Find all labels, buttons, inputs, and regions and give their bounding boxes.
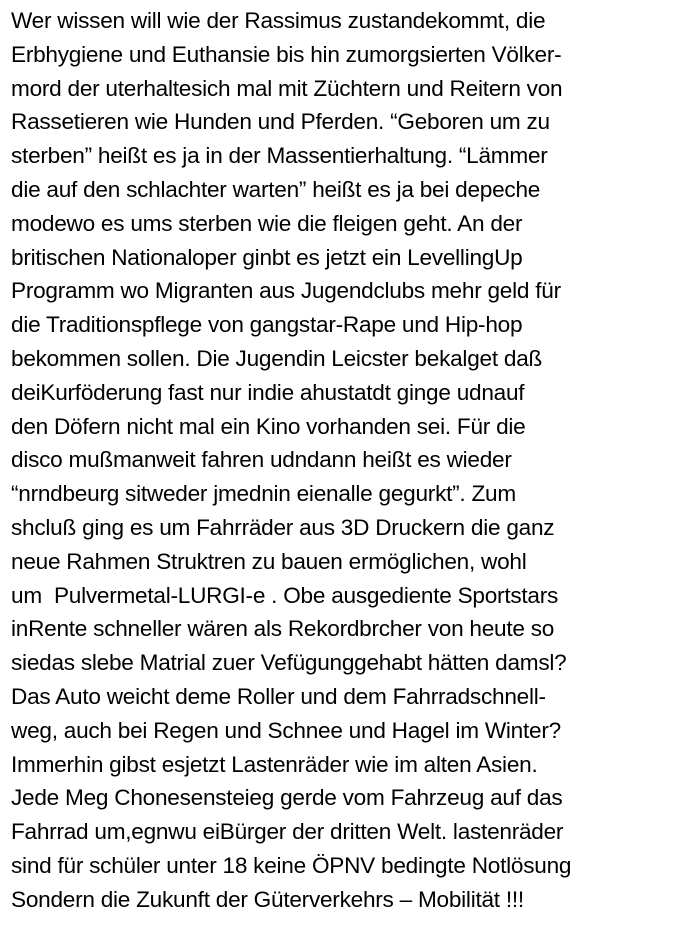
text-line-11: bekommen sollen. Die Jugendin Leicster bekalget daß: [11, 345, 543, 371]
text-line-1: Wer wissen will wie der Rassimus zustandekommt, die: [11, 8, 546, 33]
text-line-25: Fahrrad um,egnwu eiBürger der dritten Welt. lastenräder: [11, 819, 564, 845]
text-line-26: sind für schüler unter 18 keine ÖPNV bedingte Notlösung: [11, 852, 572, 878]
text-line-15: “nrndbeurg sitweder jmednin eienalle gegurkt”. Zum: [11, 481, 516, 507]
text-line-4: Rassetieren wie Hunden und Pferden. “Geboren um zu: [11, 109, 550, 135]
text-line-2: Erbhygiene und Euthansie bis hin zumorgsierten Völker-: [11, 41, 562, 67]
text-line-23: Immerhin gibst esjetzt Lastenräder wie im alten Asien.: [11, 751, 538, 777]
text-line-8: britischen Nationaloper ginbt es jetzt ein LevellingUp: [11, 244, 523, 270]
text-line-9: Programm wo Migranten aus Jugendclubs mehr geld für: [11, 278, 561, 304]
text-line-14: disco mußmanweit fahren udndann heißt es wieder: [11, 447, 512, 473]
body-text: [11, 4, 681, 917]
text-line-19: inRente schneller wären als Rekordbrcher von heute so: [11, 616, 555, 642]
text-line-20: siedas slebe Matrial zuer Vefügunggehabt hätten damsl?: [11, 650, 567, 676]
text-line-17: neue Rahmen Struktren zu bauen ermöglichen, wohl: [11, 548, 527, 574]
text-line-6: die auf den schlachter warten” heißt es ja bei depeche: [11, 176, 541, 202]
text-line-16: shcluß ging es um Fahrräder aus 3D Druckern die ganz: [11, 514, 555, 540]
text-line-21: Das Auto weicht deme Roller und dem Fahrradschnell-: [11, 683, 546, 709]
text-line-7: modewo es ums sterben wie die fleigen geht. An der: [11, 210, 523, 236]
text-line-27: Sondern die Zukunft der Güterverkehrs – Mobilität !!!: [11, 886, 524, 912]
text-line-3: mord der uterhaltesich mal mit Züchtern und Reitern von: [11, 75, 563, 101]
text-line-5: sterben” heißt es ja in der Massentierhaltung. “Lämmer: [11, 143, 548, 169]
text-line-18: um Pulvermetal-LURGI-e . Obe ausgediente Sportstars: [11, 582, 559, 608]
text-line-22: weg, auch bei Regen und Schnee und Hagel im Winter?: [11, 717, 561, 743]
text-line-13: den Döfern nicht mal ein Kino vorhanden sei. Für die: [11, 413, 526, 439]
text-line-12: deiKurföderung fast nur indie ahustatdt ginge udnauf: [11, 379, 525, 405]
text-line-10: die Traditionspflege von gangstar-Rape und Hip-hop: [11, 312, 523, 338]
text-line-24: Jede Meg Chonesensteieg gerde vom Fahrzeug auf das: [11, 785, 563, 811]
